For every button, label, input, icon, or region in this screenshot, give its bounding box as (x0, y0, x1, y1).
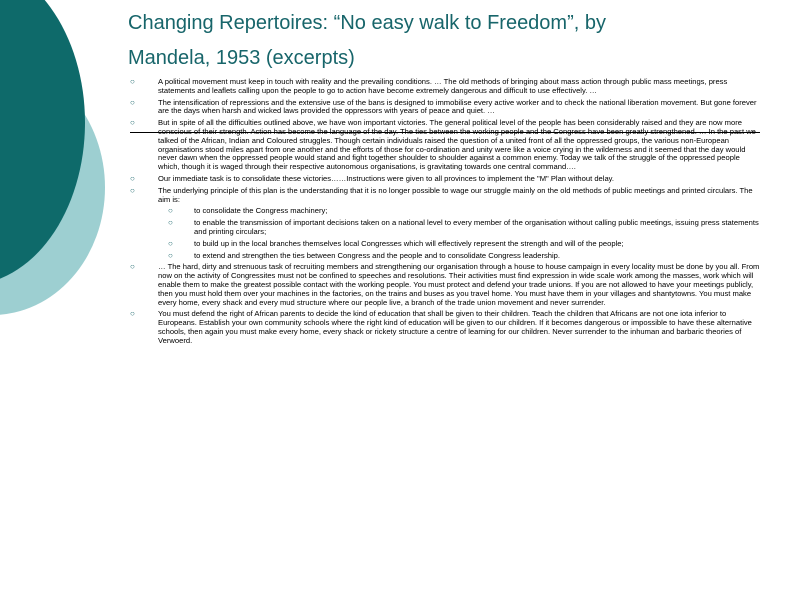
ring-bullet-icon: ○ (130, 118, 135, 128)
bullet-item (130, 78, 760, 96)
sub-bullet-text: to extend and strengthen the ties between Congress and the people and to consolidate Congress leadership. (194, 250, 561, 260)
ring-bullet-icon: ○ (168, 238, 173, 248)
ring-bullet-icon: ○ (130, 97, 135, 107)
slide-body (130, 78, 760, 349)
sub-bullet-item (130, 240, 760, 249)
ring-bullet-icon: ○ (168, 250, 173, 260)
slide-title-line-1: Changing Repertoires: “No easy walk to Freedom”, by (128, 12, 606, 34)
bullet-item (130, 263, 760, 307)
bullet-text: The intensification of repressions and the extensive use of the bans is designed to immobilise every active worker and to check the national liberation movement. But gone forever are the days when harsh and wicked laws provided the oppressors with years of peace and quiet. … (158, 97, 757, 116)
bullet-item (130, 99, 760, 117)
sub-bullet-text: to enable the transmission of important decisions taken on a national level to every member of the organisation without calling public meetings, issuing press statements and printing circulars; (194, 218, 759, 236)
bullet-text: But in spite of all the difficulties outlined above, we have won important victories. The general political level of the people has been considerably raised and they are now more conscious of their strength. Action has become the language of the day. The ties between the working people and the Congress have been greatly strengthened. … In the past we talked of the African, Indian and Coloured struggles. Though certain individuals raised the question of a united front of all the oppressed groups, the various non-European organisations stood miles apart from one another and the efforts of those for co-ordination and unity were like a voice crying in the wilderness and it seemed that the day would never dawn when the oppressed people would stand and fight together shoulder to shoulder against a common enemy. Today we talk of the struggle of the oppressed people which, though it is waged through their respective autonomous organisations, is gravitating towards one central command…. (158, 118, 756, 172)
ring-bullet-icon: ○ (130, 77, 135, 86)
sub-bullet-text: to build up in the local branches themselves local Congresses which will effectively represent the strength and will of the people; (194, 238, 624, 248)
slide-title (128, 6, 768, 76)
ring-bullet-icon: ○ (130, 173, 135, 183)
slide-title-line-2: Mandela, 1953 (excerpts) (128, 47, 355, 69)
bullet-text: … The hard, dirty and strenuous task of recruiting members and strengthening our organisation through a house to house campaign in every locality must be done by you all. From now on the activity of Congressites must not be confined to speeches and resolutions. Their activities must find expression in wide scale work among the masses, work which will enable them to make the greatest possible contact with the working people. You must protect and defend your trade unions. If you are not allowed to have your meetings publicly, then you must hold them over your machines in the factories, on the trains and buses as you travel home. You must have them in your villages and shantytowns. You must make every home, every shack and every mud structure where our people live, a branch of the trade union movement and never surrender. (158, 262, 760, 307)
bullet-text: A political movement must keep in touch with reality and the prevailing conditions. … The old methods of bringing about mass action through public mass meetings, press statements and leaflets calling upon the people to go to action have become extremely dangerous and difficult to use effectively. … (158, 77, 728, 95)
ring-bullet-icon: ○ (130, 262, 135, 272)
ring-bullet-icon: ○ (168, 206, 173, 216)
bullet-item (130, 119, 760, 172)
bullet-item (130, 187, 760, 205)
bullet-item (130, 310, 760, 345)
sub-bullet-text: to consolidate the Congress machinery; (194, 206, 328, 216)
bullet-text: The underlying principle of this plan is the understanding that it is no longer possible to wage our struggle mainly on the old methods of public meetings and printed circulars. The aim is: (158, 185, 753, 204)
bullet-text: You must defend the right of African parents to decide the kind of education that shall be given to their children. Teach the children that Africans are not one iota inferior to Europeans. Establish your own community schools where the right kind of education will be given to our children. If it becomes dangerous or impossible to have these alternative schools, then again you must make every home, every shack or rickety structure a centre of learning for our children. Never surrender to the inhuman and barbaric theories of Verwoerd. (158, 309, 752, 345)
bullet-item (130, 175, 760, 184)
ring-bullet-icon: ○ (168, 218, 173, 228)
bullet-text: Our immediate task is to consolidate these victories……Instructions were given to all provinces to implement the "M" Plan without delay. (158, 173, 615, 183)
sub-bullet-item (130, 207, 760, 216)
ring-bullet-icon: ○ (130, 309, 135, 319)
sub-bullet-item (130, 252, 760, 261)
ring-bullet-icon: ○ (130, 185, 135, 195)
sub-bullet-item (130, 219, 760, 237)
